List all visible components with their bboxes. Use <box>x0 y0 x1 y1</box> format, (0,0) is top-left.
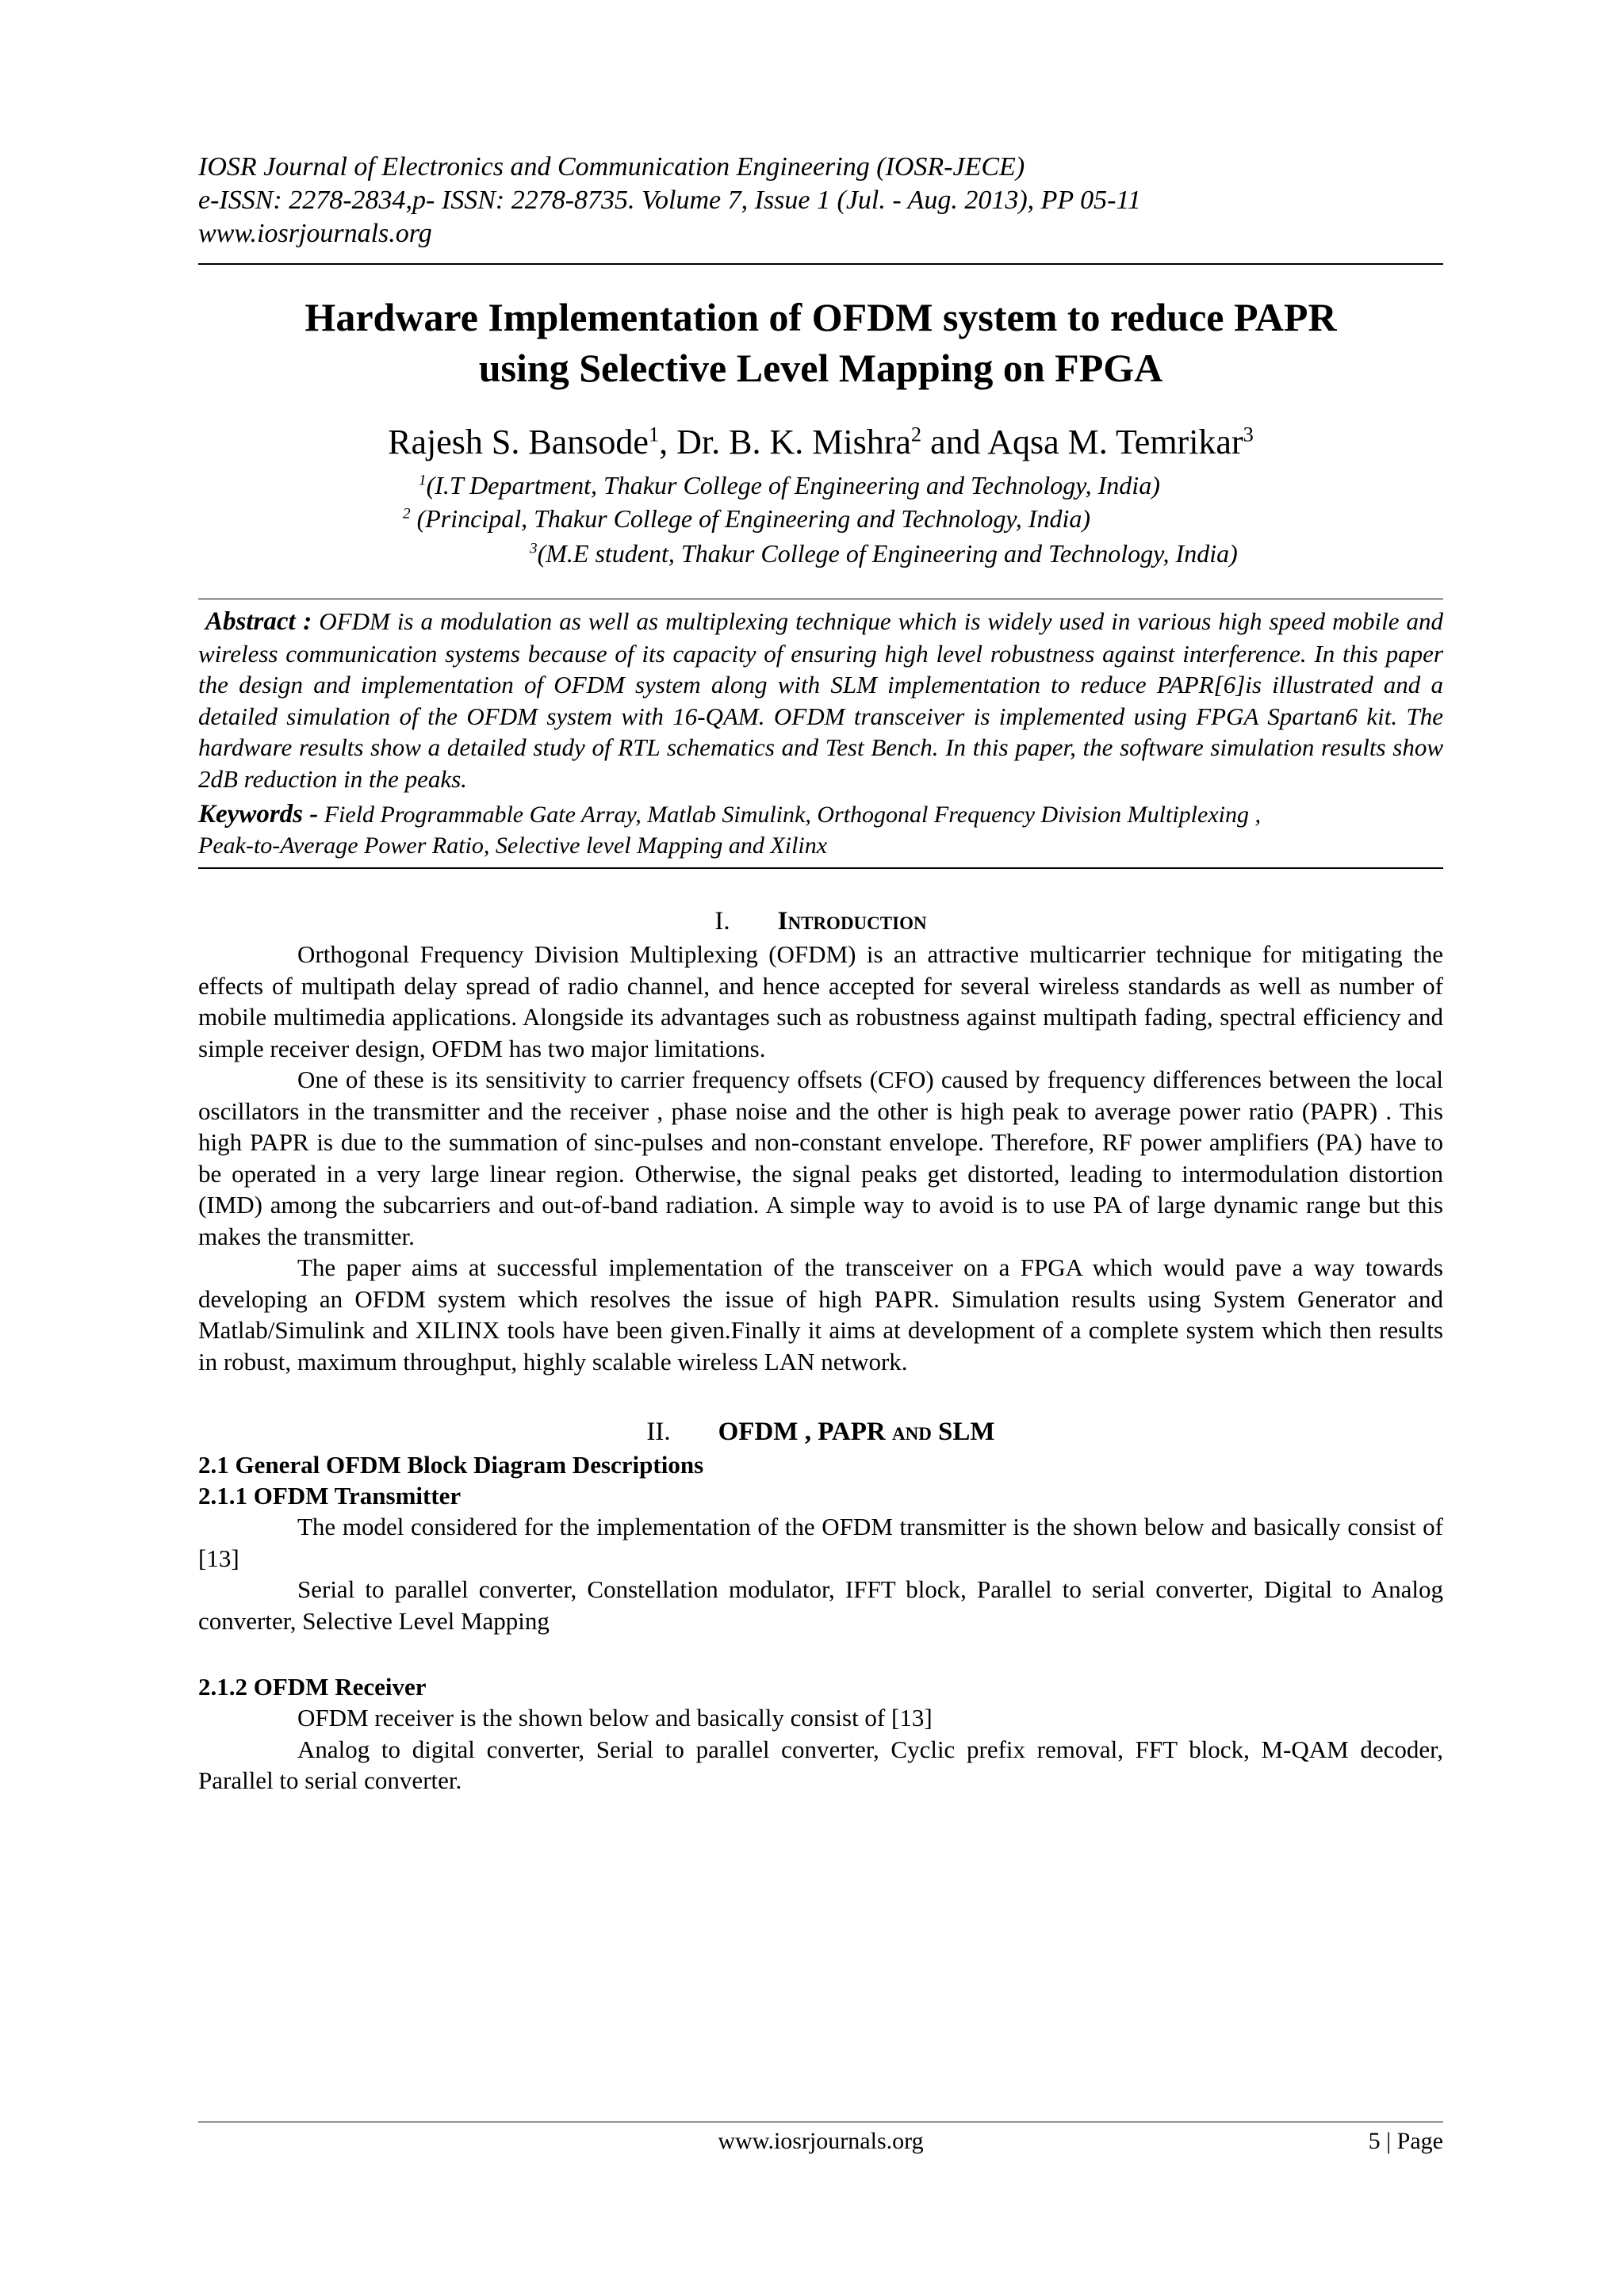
title-line-1: Hardware Implementation of OFDM system to reduce PAPR <box>304 295 1337 339</box>
paragraph: Analog to digital converter, Serial to parallel converter, Cyclic prefix removal, FFT block, M-QAM decoder, Parallel to serial converter. <box>198 1735 1443 1794</box>
journal-header <box>198 151 1443 251</box>
keywords-line-1: Field Programmable Gate Array, Matlab Simulink, Orthogonal Frequency Division Multiplexing , <box>324 802 1261 828</box>
header-rule <box>198 263 1443 265</box>
author-list <box>198 420 1443 465</box>
transmitter-body <box>198 1511 1443 1636</box>
author-3-sup: 3 <box>1243 422 1254 446</box>
abstract-bottom-rule <box>198 867 1443 869</box>
affiliation-1: $^1$(I.T Department, Thakur College of Engineering and Technology, India) <box>419 471 1160 499</box>
paragraph: One of these is its sensitivity to carrier frequency offsets (CFO) caused by frequency differences between the local oscillators in the transmitter and the receiver , phase noise and the other is high peak to average power ratio (PAPR) . This high PAPR is due to the summation of sinc-pulses and non-constant envelope. Therefore, RF power amplifiers (PA) have to be operated in a very large linear region. Otherwise, the signal peaks get distorted, leading to intermodulation distortion (IMD) among the subcarriers and out-of-band radiation. A simple way to avoid is to use PA of large dynamic range but this makes the transmitter. <box>198 1066 1443 1250</box>
paragraph: Orthogonal Frequency Division Multiplexing (OFDM) is an attractive multicarrier technique for mitigating the effects of multipath delay spread of radio channel, and hence accepted for several wireless standards as well as number of mobile multimedia applications. Alongside its advantages such as robustness against multipath fading, spectral efficiency and simple receiver design, OFDM has two major limitations. <box>198 940 1443 1062</box>
paragraph: The paper aims at successful implementation of the transceiver on a FPGA which would pave a way towards developing an OFDM system which resolves the issue of high PAPR. Simulation results using System Generator and Matlab/Simulink and XILINX tools have been given.Finally it aims at development of a complete system which then results in robust, maximum throughput, highly scalable wireless LAN network. <box>198 1253 1443 1376</box>
keywords-label: Keywords - <box>198 800 319 828</box>
affiliation-2: $^2$ (Principal, Thakur College of Engineering and Technology, India) <box>403 504 1090 533</box>
page-number: 5 | Page <box>1368 2128 1443 2154</box>
title-line-2: using Selective Level Mapping on FPGA <box>478 346 1163 390</box>
author-2: , Dr. B. K. Mishra <box>659 423 911 461</box>
affiliation-3: $^3$(M.E student, Thakur College of Engineering and Technology, India) <box>530 539 1238 568</box>
footer-website: www.iosrjournals.org <box>718 2128 924 2154</box>
journal-name: IOSR Journal of Electronics and Communication Engineering (IOSR-JECE) <box>198 152 1025 182</box>
section-2-heading: II. OFDM , PAPR and SLM <box>646 1418 995 1446</box>
author-2-sup: 2 <box>910 422 922 446</box>
journal-issn: e-ISSN: 2278-2834,p- ISSN: 2278-8735. Volume 7, Issue 1 (Jul. - Aug. 2013), PP 05-11 <box>198 186 1141 215</box>
paragraph: OFDM receiver is the shown below and basically consist of [13] <box>297 1704 933 1732</box>
author-1-sup: 1 <box>648 422 660 446</box>
abstract-text: OFDM is a modulation as well as multiplexing technique which is widely used in various high speed mobile and wireless communication systems because of its capacity of ensuring high level robustness against interference. In this paper the design and implementation of OFDM system along with SLM implementation to reduce PAPR[6]is illustrated and a detailed simulation of the OFDM system with 16-QAM. OFDM transceiver is implemented using FPGA Spartan6 kit. The hardware results show a detailed study of RTL schematics and Test Bench. In this paper, the software simulation results show 2dB reduction in the peaks. <box>198 607 1444 793</box>
receiver-body <box>198 1702 1443 1797</box>
abstract <box>198 606 1443 794</box>
paper-title <box>198 292 1443 393</box>
abstract-label: Abstract : <box>205 607 312 636</box>
paragraph: Serial to parallel converter, Constellation modulator, IFFT block, Parallel to serial converter, Digital to Analog converter, Selective Level Mapping <box>198 1575 1443 1635</box>
author-3: and Aqsa M. Temrikar <box>921 423 1243 461</box>
subsection-2-1-1-heading: 2.1.1 OFDM Transmitter <box>198 1482 462 1510</box>
keywords <box>198 799 1443 861</box>
journal-website: www.iosrjournals.org <box>198 219 432 248</box>
subsection-2-1-heading: 2.1 General OFDM Block Diagram Descriptions <box>198 1451 704 1479</box>
author-1: Rajesh S. Bansode <box>388 423 649 461</box>
subsection-2-1-2-heading: 2.1.2 OFDM Receiver <box>198 1673 427 1701</box>
keywords-line-2: Peak-to-Average Power Ratio, Selective level Mapping and Xilinx <box>198 832 828 859</box>
section-1-body <box>198 939 1443 1377</box>
section-1-heading: I. Introduction <box>714 907 927 936</box>
paragraph: The model considered for the implementation of the OFDM transmitter is the shown below and basically consist of [13] <box>198 1513 1443 1572</box>
